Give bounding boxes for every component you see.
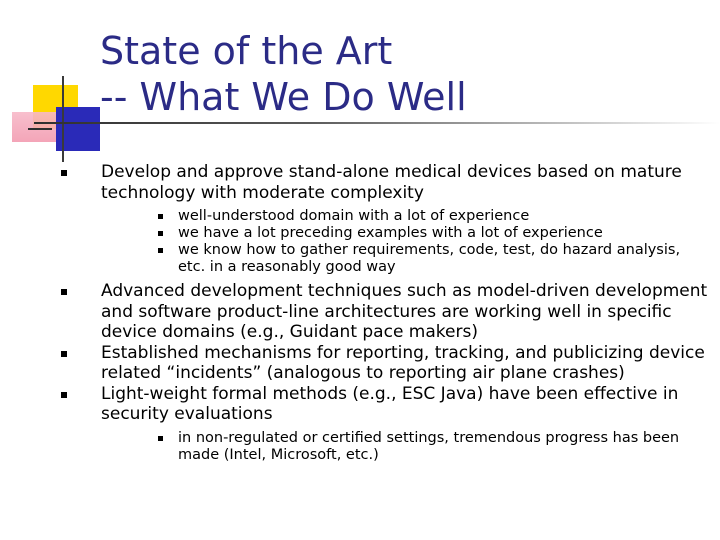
square-bullet-icon	[158, 231, 163, 236]
bullet-text: Light-weight formal methods (e.g., ESC Java) have been effective in security evaluations	[101, 383, 679, 424]
sub-bullet-text: in non-regulated or certified settings, tremendous progress has been made (Intel, Microsoft, etc.)	[178, 429, 680, 463]
decor-title-underline	[34, 122, 720, 124]
sub-bullet-text: we know how to gather requirements, code, test, do hazard analysis, etc. in a reasonably good way	[178, 242, 681, 275]
square-bullet-icon	[61, 351, 67, 357]
sub-bullet-list	[101, 208, 708, 276]
bullet-text: Develop and approve stand-alone medical devices based on mature technology with moderate complexity	[101, 162, 682, 203]
square-bullet-icon	[61, 289, 67, 295]
bullet-item	[56, 162, 708, 276]
square-bullet-icon	[158, 436, 163, 441]
bullet-item	[56, 281, 708, 343]
bullet-text: Established mechanisms for reporting, tracking, and publicizing device related “incidents” (analogous to reporting air plane crashes)	[101, 342, 705, 383]
square-bullet-icon	[158, 248, 163, 253]
decor-pink-square	[12, 112, 56, 142]
slide-title-line-2: -- What We Do Well	[100, 75, 467, 119]
slide-body	[56, 162, 708, 469]
sub-bullet-item	[101, 430, 708, 464]
square-bullet-icon	[61, 170, 67, 176]
slide-title-line-1: State of the Art	[100, 29, 393, 73]
sub-bullet-item	[101, 225, 708, 242]
square-bullet-icon	[61, 392, 67, 398]
sub-bullet-text: we have a lot preceding examples with a lot of experience	[178, 225, 603, 241]
decor-short-line	[28, 128, 52, 130]
bullet-list	[56, 162, 708, 464]
sub-bullet-text: well-understood domain with a lot of experience	[178, 208, 530, 224]
square-bullet-icon	[158, 214, 163, 219]
sub-bullet-item	[101, 208, 708, 225]
decor-vertical-line	[62, 76, 64, 162]
bullet-item	[56, 343, 708, 384]
sub-bullet-list	[101, 430, 708, 464]
bullet-text: Advanced development techniques such as model-driven development and software product-line architectures are working well in specific device domains (e.g., Guidant pace makers)	[101, 281, 708, 342]
bullet-item	[56, 384, 708, 464]
slide-title	[100, 28, 467, 120]
sub-bullet-item	[101, 242, 708, 276]
